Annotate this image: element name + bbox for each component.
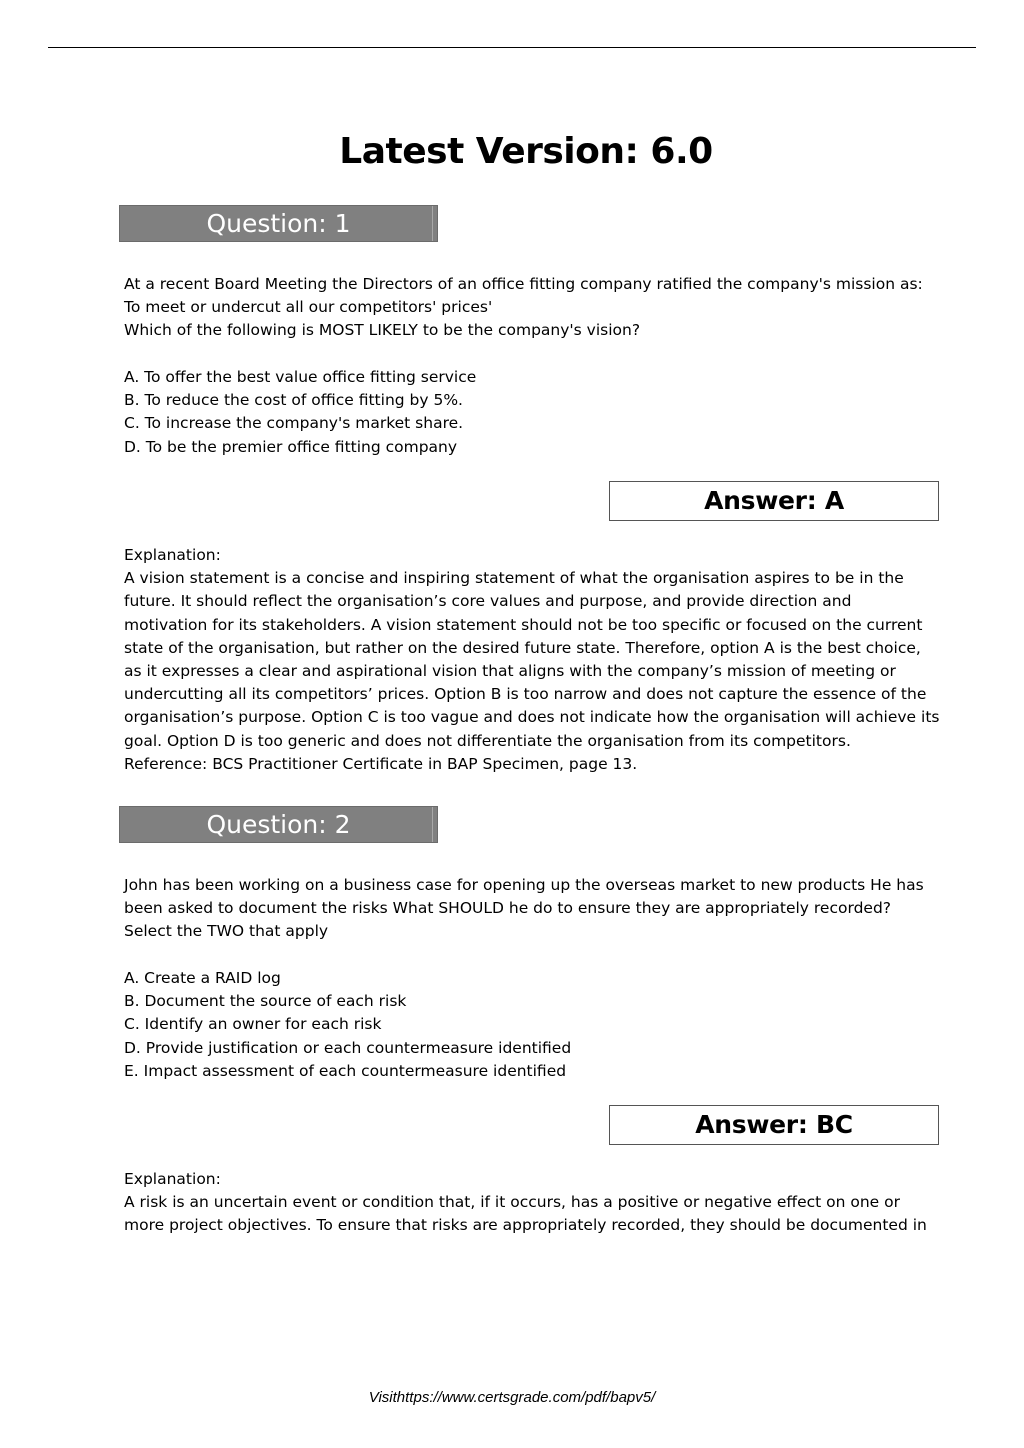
explanation-reference: Reference: BCS Practitioner Certificate in BAP Specimen, page 13.	[124, 754, 638, 773]
explanation-line: A risk is an uncertain event or condition that, if it occurs, has a positive or negative effect on one or	[124, 1193, 900, 1212]
question-2-banner	[119, 806, 438, 843]
question-2-answer: Answer: BC	[695, 1110, 853, 1139]
explanation-line: state of the organisation, but rather on the desired future state. Therefore, option A is the best choice,	[124, 638, 921, 657]
question-1-banner	[119, 205, 438, 242]
explanation-line: future. It should reflect the organisation’s core values and purpose, and provide direction and	[124, 592, 852, 611]
explanation-line: as it expresses a clear and aspirational vision that aligns with the company’s mission of meeting or	[124, 662, 896, 681]
question-2-explanation	[124, 1168, 944, 1238]
footer-url: Visithttps://www.certsgrade.com/pdf/bapv5/	[368, 1389, 656, 1406]
explanation-heading: Explanation:	[124, 1170, 221, 1188]
explanation-line: organisation’s purpose. Option C is too vague and does not indicate how the organisation will achieve its	[124, 708, 940, 727]
option-e: E. Impact assessment of each countermeasure identified	[124, 1061, 567, 1080]
option-a: A. Create a RAID log	[124, 969, 281, 987]
question-2-label: Question: 2	[206, 810, 351, 839]
prompt-line: Which of the following is MOST LIKELY to be the company's vision?	[124, 321, 641, 340]
explanation-line: undercutting all its competitors’ prices. Option B is too narrow and does not capture the essence of the	[124, 685, 927, 704]
explanation-line: motivation for its stakeholders. A vision statement should not be too specific or focused on the current	[124, 615, 923, 634]
document-title: Latest Version: 6.0	[339, 131, 713, 172]
option-d: D. To be the premier office fitting company	[124, 437, 458, 456]
top-rule	[48, 47, 976, 48]
option-a: A. To offer the best value office fitting service	[124, 368, 477, 386]
question-1-label: Question: 1	[206, 209, 351, 238]
question-2-answer-box	[609, 1105, 939, 1145]
option-b: B. Document the source of each risk	[124, 992, 407, 1011]
question-1-explanation	[124, 544, 944, 776]
option-c: C. Identify an owner for each risk	[124, 1015, 382, 1034]
explanation-heading: Explanation:	[124, 546, 221, 564]
prompt-line: John has been working on a business case for opening up the overseas market to new products He has	[124, 876, 924, 894]
question-1-options	[124, 366, 944, 459]
question-2-options	[124, 967, 944, 1083]
option-c: C. To increase the company's market share.	[124, 414, 464, 433]
question-1-answer-box	[609, 481, 939, 521]
option-b: B. To reduce the cost of office fitting by 5%.	[124, 391, 463, 410]
prompt-line: Select the TWO that apply	[124, 922, 329, 941]
option-d: D. Provide justification or each countermeasure identified	[124, 1038, 572, 1057]
prompt-line: been asked to document the risks What SHOULD he do to ensure they are appropriately recorded?	[124, 899, 892, 918]
explanation-line: goal. Option D is too generic and does not differentiate the organisation from its competitors.	[124, 731, 851, 750]
explanation-line: more project objectives. To ensure that risks are appropriately recorded, they should be documented in	[124, 1216, 927, 1235]
prompt-line: To meet or undercut all our competitors' prices'	[124, 298, 493, 317]
explanation-line: A vision statement is a concise and inspiring statement of what the organisation aspires to be in the	[124, 569, 904, 588]
question-1-prompt	[124, 273, 944, 343]
question-1-answer: Answer: A	[704, 486, 844, 515]
question-2-prompt	[124, 874, 944, 944]
prompt-line: At a recent Board Meeting the Directors of an office fitting company ratified the company's mission as:	[124, 275, 923, 293]
